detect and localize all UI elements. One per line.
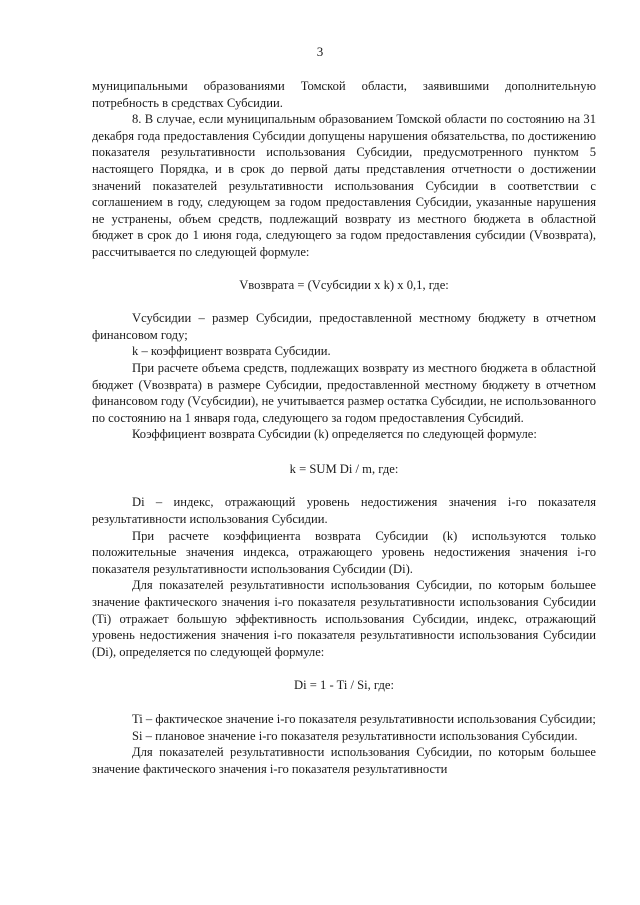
paragraph-calc-note: При расчете объема средств, подлежащих возврату из местного бюджета в областной бюджет (Vвозврата) в размере Субсидии, предоставленной местному бюджету в отчетном финансовом году (Vсубсидии), не учитывается размер остатка Субсидии, не использованного по состоянию на 1 января года, следующего за годом предоставления Субсидий. [92, 360, 596, 425]
definition-ti: Ti – фактическое значение i-го показателя результативности использования Субсидии; [132, 712, 596, 726]
paragraph-indicators-tail: Для показателей результативности использования Субсидии, по которым большее значение фактического значения i-го показателя результативности [92, 745, 596, 776]
paragraph-k-intro: Коэффициент возврата Субсидии (k) определяется по следующей формуле: [132, 427, 537, 442]
paragraph-continuation: муниципальными образованиями Томской области, заявившими дополнительную потребность в средствах Субсидии. [92, 79, 596, 110]
definition-si: Si – плановое значение i-го показателя результативности использования Субсидии. [132, 728, 578, 743]
formula-di: Di = 1 - Ti / Si, где: [294, 678, 394, 693]
paragraph-positive-values: При расчете коэффициента возврата Субсидии (k) используются только положительные значения индекса, отражающего уровень недостижения значения i-го показателя результативности использования Субсидии (Di). [92, 528, 596, 576]
definition-k: k – коэффициент возврата Субсидии. [132, 344, 331, 359]
formula-v-return: Vвозврата = (Vсубсидии x k) x 0,1, где: [239, 277, 449, 292]
page-number: 3 [316, 44, 324, 59]
paragraph-di-intro: Для показателей результативности использования Субсидии, по которым большее значение фактического значения i-го показателя результативности использования Субсидии (Ti) отражает большую эффективность использования Субсидии, индекс, отражающий уровень недостижения значения i-го показателя результативности использования Субсидии (Di), определяется по следующей формуле: [92, 578, 596, 659]
definition-di: Di – индекс, отражающий уровень недостижения значения i-го показателя результативности использования Субсидии. [92, 495, 596, 527]
formula-k: k = SUM Di / m, где: [289, 461, 399, 476]
document-body [92, 78, 596, 777]
paragraph-clause-8: 8. В случае, если муниципальным образованием Томской области по состоянию на 31 декабря года предоставления Субсидии допущены нарушения обязательства, по достижению показателя результативности использования Субсидии, предусмотренного пунктом 5 настоящего Порядка, и в срок до первой даты представления отчетности о достижении значений показателей результативности использования Субсидии в соответствии с соглашением в году, следующем за годом предоставления Субсидии, указанные нарушения не устранены, объем средств, подлежащий возврату из местного бюджета в областной бюджет в срок до 1 июня года, следующего за годом предоставления субсидии (Vвозврата), рассчитывается по следующей формуле: [92, 112, 596, 259]
definition-v-subsidy: Vсубсидии – размер Субсидии, предоставленной местному бюджету в отчетном финансовом году; [92, 311, 596, 342]
